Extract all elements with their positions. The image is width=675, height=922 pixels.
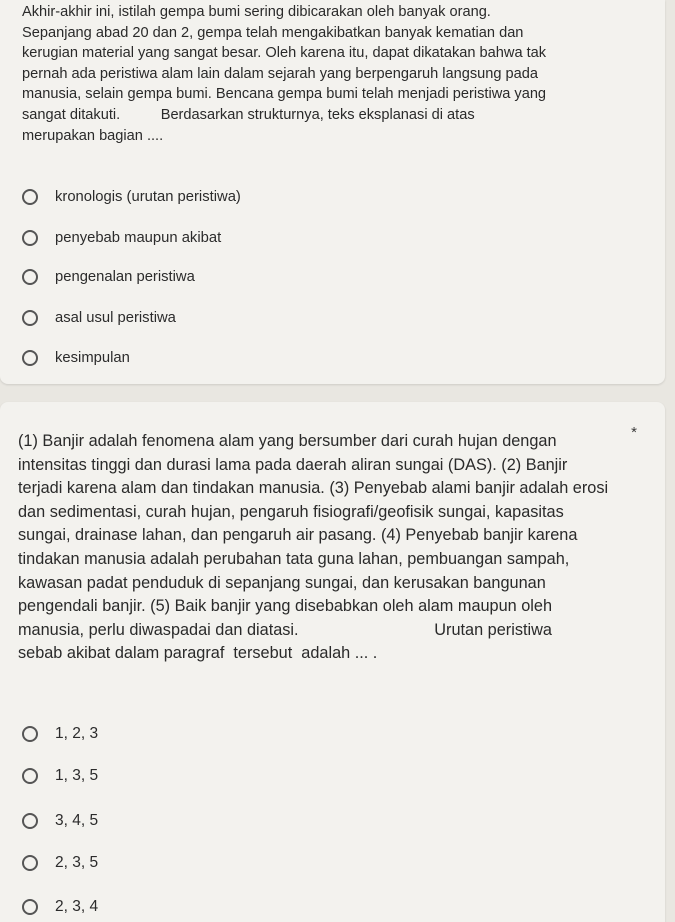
question-text-line: intensitas tinggi dan durasi lama pada daerah aliran sungai (DAS). (2) Banjir xyxy=(18,455,568,474)
option-kesimpulan[interactable] xyxy=(22,350,130,366)
radio-button[interactable] xyxy=(22,230,38,246)
question-text-line: dan sedimentasi, curah hujan, pengaruh fisiografi/geofisik sungai, kapasitas xyxy=(18,502,564,521)
question-text-line: pernah ada peristiwa alam lain dalam sejarah yang berpengaruh langsung pada xyxy=(22,65,538,82)
option-kronologis[interactable] xyxy=(22,189,241,205)
question-text-line: (1) Banjir adalah fenomena alam yang bersumber dari curah hujan dengan xyxy=(18,432,557,450)
option-label: 1, 3, 5 xyxy=(55,767,99,784)
question-text-line: Sepanjang abad 20 dan 2, gempa telah mengakibatkan banyak kematian dan xyxy=(22,24,524,41)
radio-button[interactable] xyxy=(22,768,38,784)
radio-button[interactable] xyxy=(22,726,38,742)
option-label: kronologis (urutan peristiwa) xyxy=(55,189,241,205)
required-asterisk: * xyxy=(631,424,637,441)
option-2-3-4[interactable] xyxy=(22,898,98,916)
radio-button[interactable] xyxy=(22,269,38,285)
radio-button[interactable] xyxy=(22,310,38,326)
option-label: 3, 4, 5 xyxy=(55,812,99,829)
radio-button[interactable] xyxy=(22,855,38,871)
radio-button[interactable] xyxy=(22,899,38,915)
question-text-line: merupakan bagian .... xyxy=(22,127,164,144)
option-label: 1, 2, 3 xyxy=(55,725,99,742)
question-card-2 xyxy=(0,402,665,922)
question-text-line: pengendali banjir. (5) Baik banjir yang disebabkan oleh alam maupun oleh xyxy=(18,597,553,616)
option-1-2-3[interactable] xyxy=(22,725,98,743)
radio-button[interactable] xyxy=(22,813,38,829)
question-1-text xyxy=(22,2,643,146)
question-text-line: sebab akibat dalam paragraf tersebut adalah ... . xyxy=(18,644,378,663)
question-text-line: sungai, drainase lahan, dan pengaruh air pasang. (4) Penyebab banjir karena xyxy=(18,526,578,545)
option-label: 2, 3, 5 xyxy=(55,854,99,871)
radio-button[interactable] xyxy=(22,350,38,366)
option-label: 2, 3, 4 xyxy=(55,898,99,915)
question-text-line: kerugian material yang sangat besar. Oleh karena itu, dapat dikatakan bahwa tak xyxy=(22,45,547,62)
question-text-line: Akhir-akhir ini, istilah gempa bumi sering dibicarakan oleh banyak orang. xyxy=(22,4,491,20)
question-text-line: terjadi karena alam dan tindakan manusia. (3) Penyebab alami banjir adalah erosi xyxy=(18,479,609,498)
question-card-1 xyxy=(0,0,665,384)
option-label: kesimpulan xyxy=(55,350,130,366)
option-label: pengenalan peristiwa xyxy=(55,269,195,285)
question-2-text xyxy=(18,430,647,666)
radio-button[interactable] xyxy=(22,189,38,205)
question-text-line: sangat ditakuti. Berdasarkan strukturnya, teks eksplanasi di atas xyxy=(22,106,475,123)
question-text-line: manusia, perlu diwaspadai dan diatasi. Urutan peristiwa xyxy=(18,620,552,639)
question-text-line: tindakan manusia adalah perubahan tata guna lahan, pembuangan sampah, xyxy=(18,549,570,568)
option-1-3-5[interactable] xyxy=(22,767,98,785)
question-text-line: kawasan padat penduduk di sepanjang sungai, dan kerusakan bangunan xyxy=(18,573,546,592)
option-penyebab-akibat[interactable] xyxy=(22,230,221,246)
question-text-line: manusia, selain gempa bumi. Bencana gempa bumi telah menjadi peristiwa yang xyxy=(22,86,547,103)
option-pengenalan[interactable] xyxy=(22,269,195,285)
option-asal-usul[interactable] xyxy=(22,310,176,326)
option-3-4-5[interactable] xyxy=(22,812,98,830)
option-label: asal usul peristiwa xyxy=(55,310,176,326)
option-label: penyebab maupun akibat xyxy=(55,230,222,246)
option-2-3-5[interactable] xyxy=(22,854,98,872)
